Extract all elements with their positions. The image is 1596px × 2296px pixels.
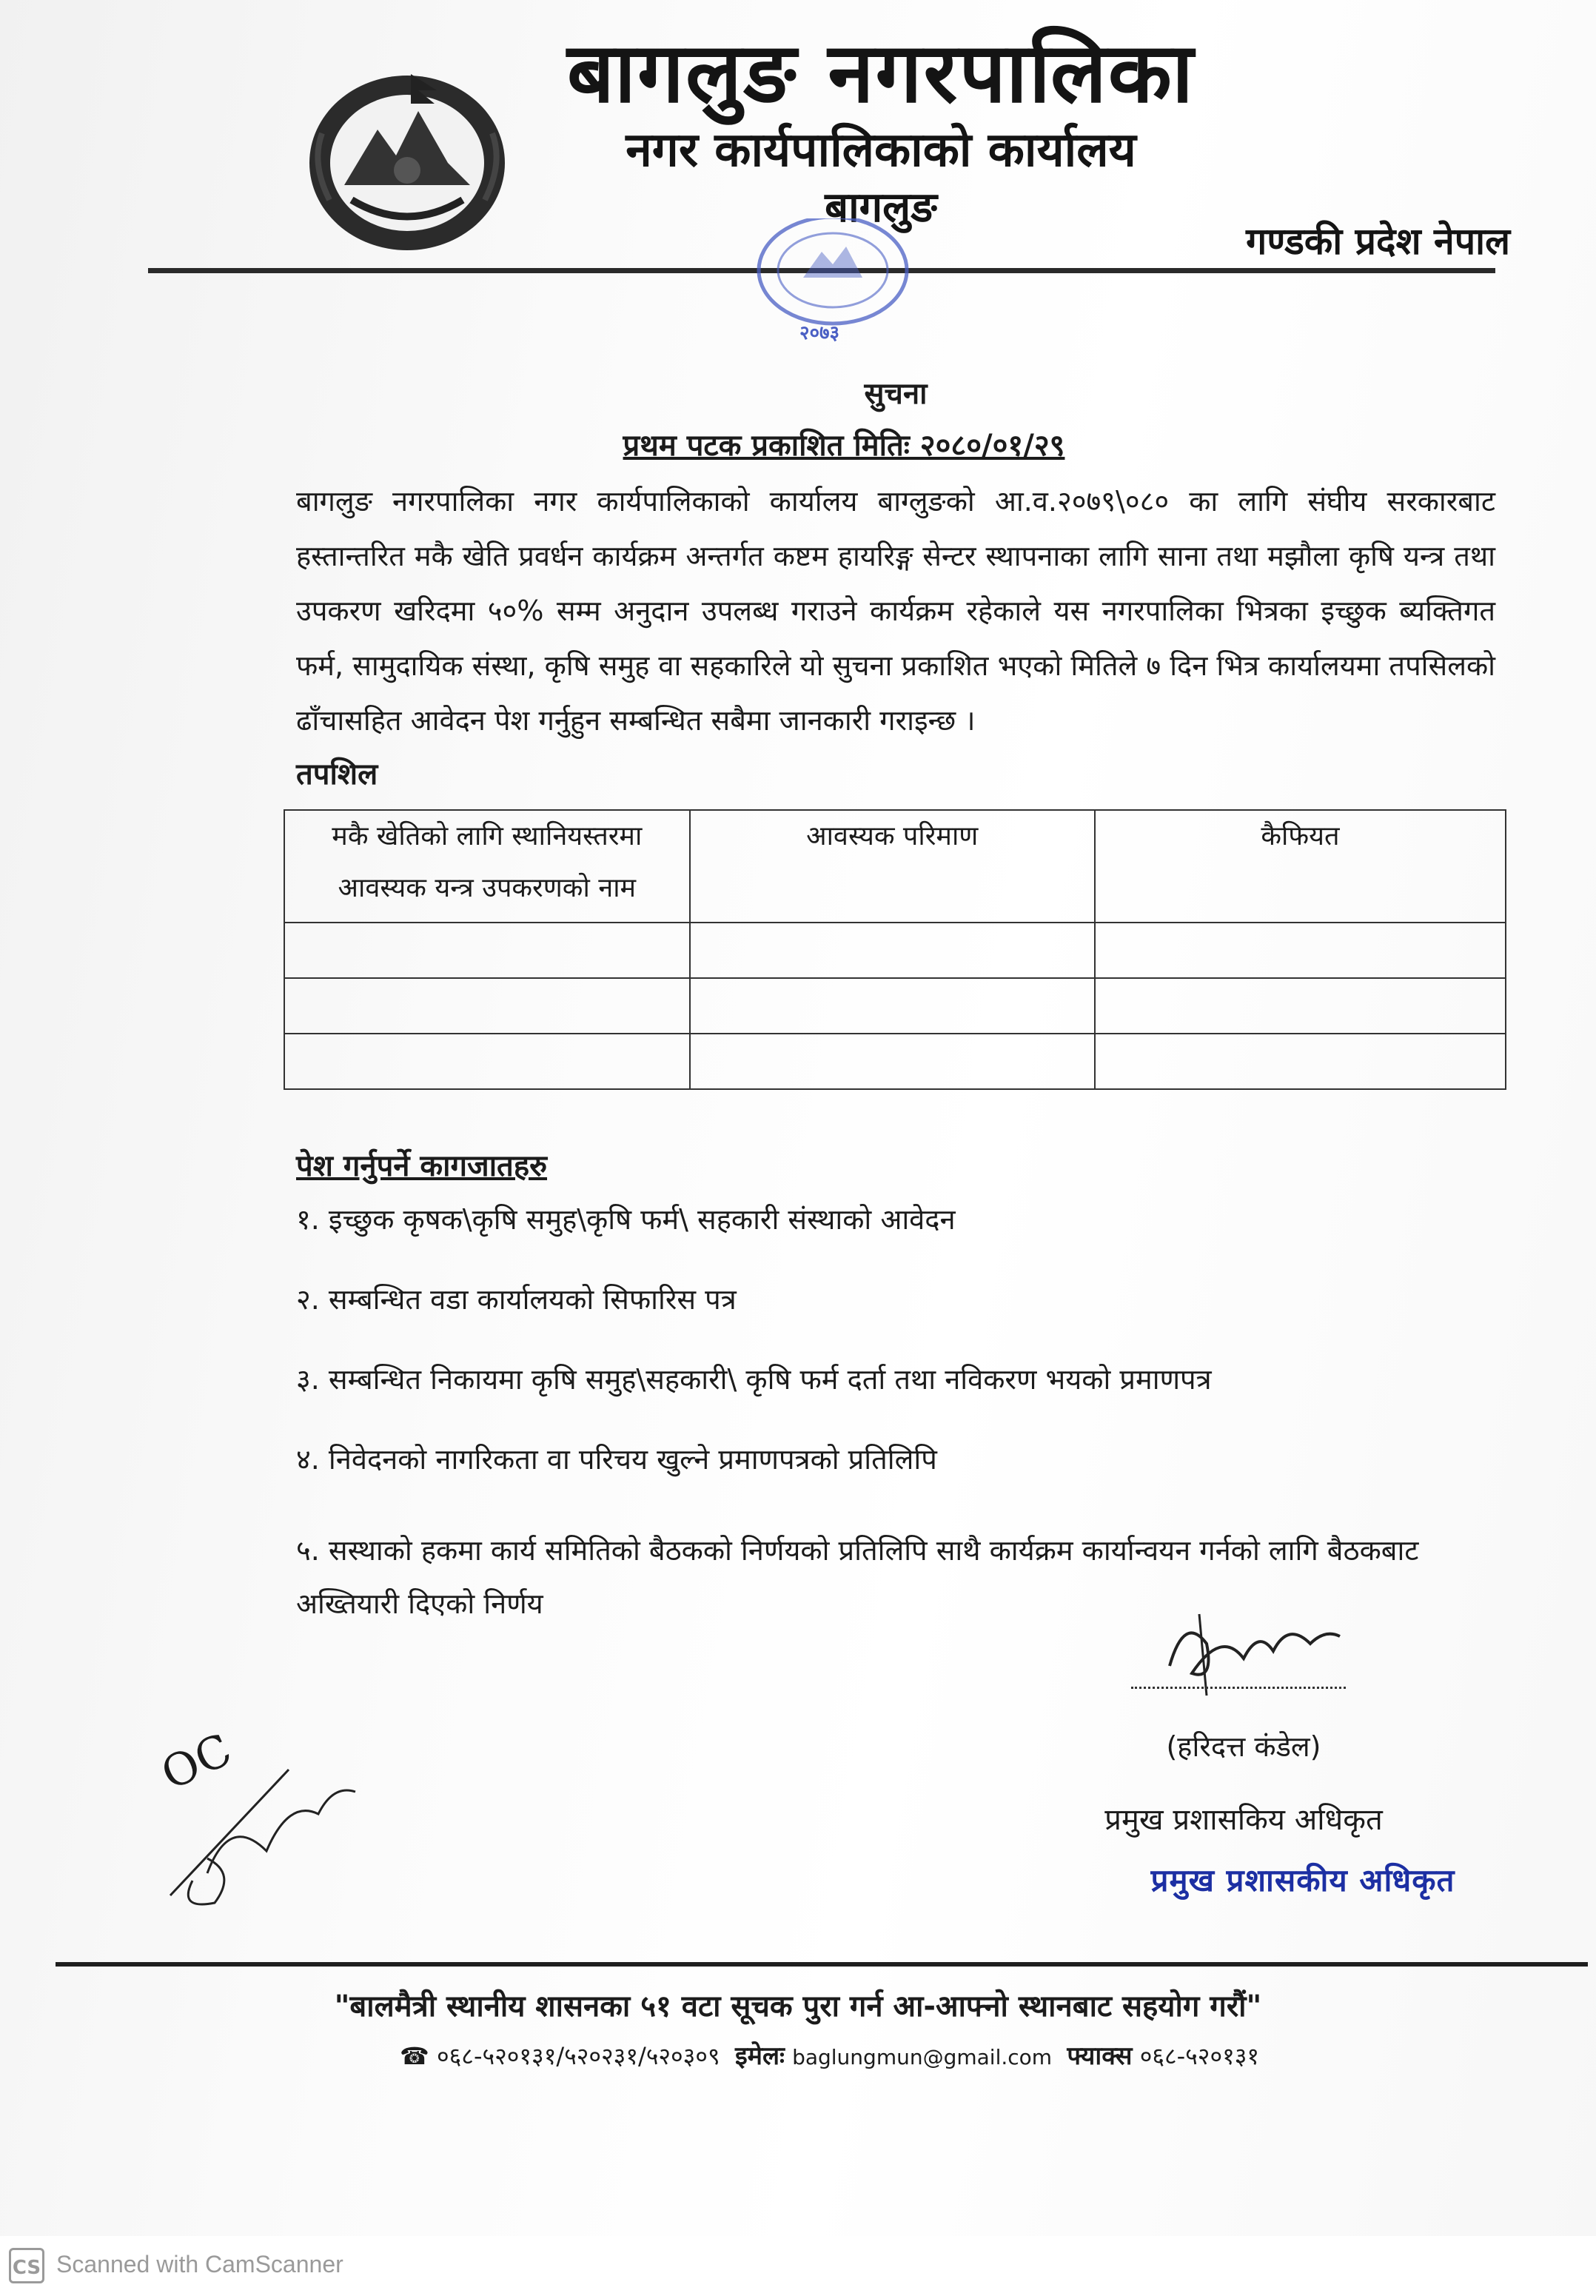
table-cell	[1095, 1034, 1506, 1089]
header-line: आवस्यक यन्त्र उपकरणको नाम	[338, 873, 637, 903]
table-row	[284, 1034, 1506, 1089]
document-item: ४. निवेदनको नागरिकता वा परिचय खुल्ने प्रमाणपत्रको प्रतिलिपि	[296, 1443, 937, 1476]
table-row	[284, 978, 1506, 1034]
header-line: कैफियत	[1261, 821, 1340, 851]
table-cell	[690, 923, 1095, 978]
table-header-row	[284, 810, 1506, 923]
table-header-cell	[1095, 810, 1506, 923]
table-header-cell	[690, 810, 1095, 923]
notice-title: सुचना	[864, 377, 928, 411]
telephone-icon: ☎	[400, 2042, 429, 2070]
designation-stamp: प्रमुख प्रशासकीय अधिकृत	[1150, 1862, 1455, 1898]
nepal-emblem-icon	[300, 59, 514, 255]
seal-year: २०७३	[799, 322, 840, 344]
notice-body: बागलुङ नगरपालिका नगर कार्यपालिकाको कार्यालय बाग्लुङको आ.व.२०७९\०८० का लागि संघीय सरकारबाट हस्तान्तरित मकै खेति प्रवर्धन कार्यक्रम अन्तर्गत कष्टम हायरिङ्ग सेन्टर स्थापनाका लागि साना तथा मझौला कृषि यन्त्र तथा उपकरण खरिदमा ५०% सम्म अनुदान उपलब्ध गराउने कार्यक्रम रहेकाले यस नगरपालिका भित्रका इच्छुक ब्यक्तिगत फर्म, सामुदायिक संस्था, कृषि समुह वा सहकारिले यो सुचना प्रकाशित भएको मितिले ७ दिन भित्र कार्यालयमा तपसिलको ढाँचासहित आवेदन पेश गर्नुहुन सम्बन्धित सबैमा जानकारी गराइन्छ ।	[296, 485, 1495, 737]
header-line: मकै खेतिको लागि स्थानियस्तरमा	[332, 821, 643, 851]
header-line: आवस्यक परिमाण	[806, 821, 979, 851]
table-cell	[1095, 978, 1506, 1034]
table-cell	[690, 978, 1095, 1034]
phone-numbers: ०६८-५२०१३१/५२०२३१/५२०३०९	[437, 2042, 720, 2070]
table-cell	[284, 923, 690, 978]
footer-divider	[56, 1962, 1588, 1967]
table-header-cell	[284, 810, 690, 923]
signatory-role: प्रमुख प्रशासकिय अधिकृत	[1104, 1803, 1383, 1837]
equipment-table	[284, 809, 1506, 1090]
contact-line	[400, 2038, 1451, 2072]
email-address: baglungmun@gmail.com	[792, 2045, 1053, 2069]
document-item: ५. सस्थाको हकमा कार्य समितिको बैठकको निर्णयको प्रतिलिपि साथै कार्यक्रम कार्यान्वयन गर्नको लागि बैठकबाट अख्तियारी दिएको निर्णय	[296, 1534, 1419, 1620]
table-cell	[284, 1034, 690, 1089]
email-label: इमेलः	[734, 2041, 785, 2071]
documents-heading: पेश गर्नुपर्ने कागजातहरु	[296, 1149, 548, 1183]
fax-number: ०६८-५२०१३१	[1139, 2042, 1260, 2070]
table-cell	[284, 978, 690, 1034]
signature-line	[1131, 1687, 1346, 1689]
province-name: गण्डकी प्रदेश नेपाल	[1246, 220, 1510, 263]
document-item: १. इच्छुक कृषक\कृषि समुह\कृषि फर्म\ सहकारी संस्थाको आवेदन	[296, 1203, 956, 1236]
table-cell	[1095, 923, 1506, 978]
municipality-title: बागलुङ नगरपालिका	[567, 25, 1195, 121]
document-item: ३. सम्बन्धित निकायमा कृषि समुह\सहकारी\ कृषि फर्म दर्ता तथा नविकरण भयको प्रमाणपत्र	[296, 1363, 1212, 1396]
signatory-name: (हरिदत्त कंडेल)	[1166, 1730, 1321, 1763]
margin-note-oc: OC	[153, 1724, 240, 1801]
camscanner-logo-icon: CS	[9, 2248, 44, 2283]
table-row	[284, 923, 1506, 978]
table-cell	[690, 1034, 1095, 1089]
city-name: बागलुङ	[825, 184, 937, 232]
footer-slogan: "बालमैत्री स्थानीय शासनका ५१ वटा सूचक पुरा गर्न आ-आफ्नो स्थानबाट सहयोग गरौं"	[334, 1989, 1262, 2024]
office-subtitle: नगर कार्यपालिकाको कार्यालय	[626, 123, 1136, 178]
published-date: प्रथम पटक प्रकाशित मितिः २०८०/०१/२९	[623, 429, 1065, 463]
details-heading: तपशिल	[296, 757, 378, 791]
fax-label: फ्याक्स	[1067, 2041, 1133, 2071]
document-item: २. सम्बन्धित वडा कार्यालयको सिफारिस पत्र	[296, 1283, 737, 1316]
camscanner-text: Scanned with CamScanner	[56, 2251, 343, 2277]
